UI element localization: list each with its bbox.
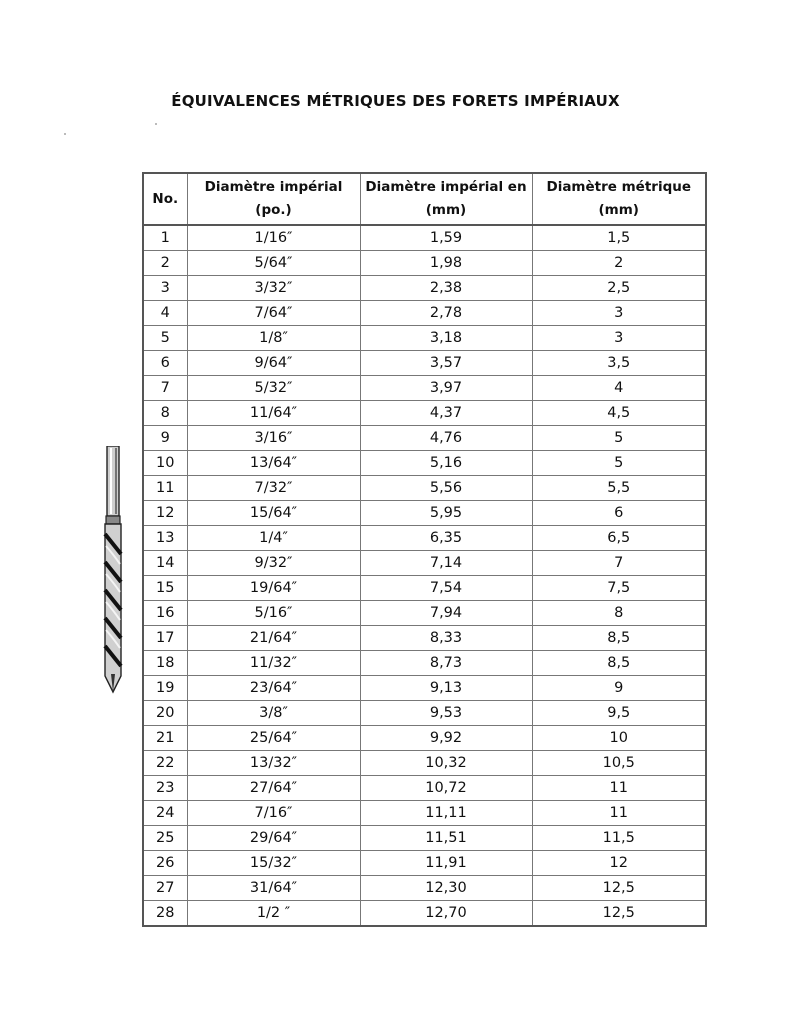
table-row (143, 376, 706, 401)
cell-metric: 9,5 (532, 701, 706, 726)
cell-imperial-mm: 9,53 (360, 701, 532, 726)
cell-imperial: 1/2 ″ (187, 901, 360, 927)
cell-metric: 11 (532, 776, 706, 801)
cell-no: 5 (143, 326, 187, 351)
cell-imperial-mm: 6,35 (360, 526, 532, 551)
cell-imperial: 21/64″ (187, 626, 360, 651)
cell-imperial: 7/32″ (187, 476, 360, 501)
speck-dot (155, 123, 157, 125)
cell-no: 2 (143, 251, 187, 276)
cell-metric: 10,5 (532, 751, 706, 776)
header-imperial-line2: (po.) (255, 202, 292, 218)
cell-metric: 9 (532, 676, 706, 701)
header-imperial-mm-line2: (mm) (425, 202, 467, 218)
table-row (143, 826, 706, 851)
cell-imperial: 7/16″ (187, 801, 360, 826)
cell-no: 19 (143, 676, 187, 701)
cell-metric: 5 (532, 426, 706, 451)
cell-imperial-mm: 5,95 (360, 501, 532, 526)
cell-imperial: 1/4″ (187, 526, 360, 551)
cell-imperial: 13/64″ (187, 451, 360, 476)
cell-imperial-mm: 10,32 (360, 751, 532, 776)
table-row (143, 601, 706, 626)
header-imperial-line1: Diamètre impérial (204, 179, 343, 195)
cell-imperial: 23/64″ (187, 676, 360, 701)
cell-no: 15 (143, 576, 187, 601)
table-row (143, 626, 706, 651)
cell-metric: 11,5 (532, 826, 706, 851)
table-row (143, 876, 706, 901)
table-row (143, 776, 706, 801)
cell-no: 11 (143, 476, 187, 501)
cell-no: 14 (143, 551, 187, 576)
cell-imperial-mm: 9,92 (360, 726, 532, 751)
cell-imperial-mm: 3,18 (360, 326, 532, 351)
cell-imperial: 11/64″ (187, 401, 360, 426)
cell-imperial-mm: 12,30 (360, 876, 532, 901)
cell-metric: 4 (532, 376, 706, 401)
table-row (143, 401, 706, 426)
cell-no: 9 (143, 426, 187, 451)
cell-no: 10 (143, 451, 187, 476)
table-row (143, 301, 706, 326)
cell-metric: 5 (532, 451, 706, 476)
cell-no: 16 (143, 601, 187, 626)
table-row (143, 851, 706, 876)
cell-metric: 2,5 (532, 276, 706, 301)
cell-metric: 8,5 (532, 626, 706, 651)
cell-imperial: 1/8″ (187, 326, 360, 351)
cell-imperial: 15/64″ (187, 501, 360, 526)
header-no-label: No. (152, 190, 179, 207)
cell-imperial: 15/32″ (187, 851, 360, 876)
cell-imperial: 19/64″ (187, 576, 360, 601)
cell-metric: 5,5 (532, 476, 706, 501)
cell-imperial: 11/32″ (187, 651, 360, 676)
cell-no: 1 (143, 225, 187, 251)
cell-imperial: 5/16″ (187, 601, 360, 626)
cell-imperial-mm: 2,38 (360, 276, 532, 301)
table-row (143, 651, 706, 676)
cell-metric: 11 (532, 801, 706, 826)
cell-no: 12 (143, 501, 187, 526)
cell-metric: 3 (532, 301, 706, 326)
cell-imperial: 5/64″ (187, 251, 360, 276)
cell-no: 6 (143, 351, 187, 376)
cell-no: 17 (143, 626, 187, 651)
header-no (143, 173, 187, 225)
cell-imperial-mm: 5,16 (360, 451, 532, 476)
cell-no: 7 (143, 376, 187, 401)
table-row (143, 225, 706, 251)
cell-metric: 12 (532, 851, 706, 876)
table-row (143, 676, 706, 701)
cell-imperial-mm: 7,14 (360, 551, 532, 576)
drill-bit-icon (98, 446, 128, 694)
table-row (143, 751, 706, 776)
cell-imperial: 13/32″ (187, 751, 360, 776)
cell-imperial-mm: 7,54 (360, 576, 532, 601)
cell-imperial-mm: 10,72 (360, 776, 532, 801)
table-row (143, 551, 706, 576)
header-imperial (187, 173, 360, 225)
cell-imperial-mm: 3,97 (360, 376, 532, 401)
table-row (143, 476, 706, 501)
cell-imperial-mm: 11,51 (360, 826, 532, 851)
drill-equivalence-table (142, 172, 707, 927)
cell-no: 20 (143, 701, 187, 726)
cell-no: 4 (143, 301, 187, 326)
cell-metric: 10 (532, 726, 706, 751)
cell-imperial: 31/64″ (187, 876, 360, 901)
cell-imperial-mm: 8,73 (360, 651, 532, 676)
table-row (143, 451, 706, 476)
cell-metric: 4,5 (532, 401, 706, 426)
header-metric (532, 173, 706, 225)
cell-imperial-mm: 8,33 (360, 626, 532, 651)
cell-metric: 7,5 (532, 576, 706, 601)
header-metric-line2: (mm) (598, 202, 639, 218)
table-row (143, 901, 706, 927)
cell-no: 23 (143, 776, 187, 801)
cell-imperial-mm: 9,13 (360, 676, 532, 701)
cell-no: 25 (143, 826, 187, 851)
header-metric-line1: Diamètre métrique (546, 179, 692, 195)
cell-metric: 12,5 (532, 901, 706, 927)
cell-metric: 12,5 (532, 876, 706, 901)
cell-no: 13 (143, 526, 187, 551)
table-row (143, 326, 706, 351)
table-row (143, 701, 706, 726)
cell-imperial: 25/64″ (187, 726, 360, 751)
cell-imperial: 3/32″ (187, 276, 360, 301)
header-imperial-mm-line1: Diamètre impérial en (365, 179, 527, 195)
cell-imperial: 9/64″ (187, 351, 360, 376)
cell-imperial-mm: 4,37 (360, 401, 532, 426)
cell-no: 8 (143, 401, 187, 426)
cell-no: 27 (143, 876, 187, 901)
cell-imperial: 3/8″ (187, 701, 360, 726)
header-imperial-mm (360, 173, 532, 225)
cell-imperial: 1/16″ (187, 225, 360, 251)
table-row (143, 726, 706, 751)
cell-imperial-mm: 11,91 (360, 851, 532, 876)
table-row (143, 576, 706, 601)
page-title: ÉQUIVALENCES MÉTRIQUES DES FORETS IMPÉRIAUX (171, 92, 620, 110)
cell-no: 21 (143, 726, 187, 751)
table-row (143, 501, 706, 526)
cell-no: 18 (143, 651, 187, 676)
cell-metric: 1,5 (532, 225, 706, 251)
table-row (143, 251, 706, 276)
cell-metric: 8,5 (532, 651, 706, 676)
cell-imperial-mm: 5,56 (360, 476, 532, 501)
speck-dot (64, 133, 66, 135)
cell-no: 26 (143, 851, 187, 876)
cell-metric: 3,5 (532, 351, 706, 376)
cell-no: 24 (143, 801, 187, 826)
cell-metric: 3 (532, 326, 706, 351)
cell-imperial: 7/64″ (187, 301, 360, 326)
cell-metric: 8 (532, 601, 706, 626)
cell-metric: 6,5 (532, 526, 706, 551)
cell-imperial: 3/16″ (187, 426, 360, 451)
cell-metric: 7 (532, 551, 706, 576)
table-row (143, 801, 706, 826)
cell-imperial-mm: 3,57 (360, 351, 532, 376)
table-row (143, 351, 706, 376)
cell-imperial-mm: 2,78 (360, 301, 532, 326)
cell-metric: 2 (532, 251, 706, 276)
cell-imperial-mm: 7,94 (360, 601, 532, 626)
cell-no: 22 (143, 751, 187, 776)
cell-imperial-mm: 11,11 (360, 801, 532, 826)
cell-imperial-mm: 1,98 (360, 251, 532, 276)
table-row (143, 526, 706, 551)
cell-imperial-mm: 4,76 (360, 426, 532, 451)
cell-imperial: 29/64″ (187, 826, 360, 851)
cell-imperial-mm: 12,70 (360, 901, 532, 927)
cell-imperial-mm: 1,59 (360, 225, 532, 251)
cell-no: 3 (143, 276, 187, 301)
cell-imperial: 9/32″ (187, 551, 360, 576)
cell-metric: 6 (532, 501, 706, 526)
cell-imperial: 5/32″ (187, 376, 360, 401)
cell-no: 28 (143, 901, 187, 927)
table-row (143, 426, 706, 451)
table-header-row (143, 173, 706, 225)
table-row (143, 276, 706, 301)
cell-imperial: 27/64″ (187, 776, 360, 801)
